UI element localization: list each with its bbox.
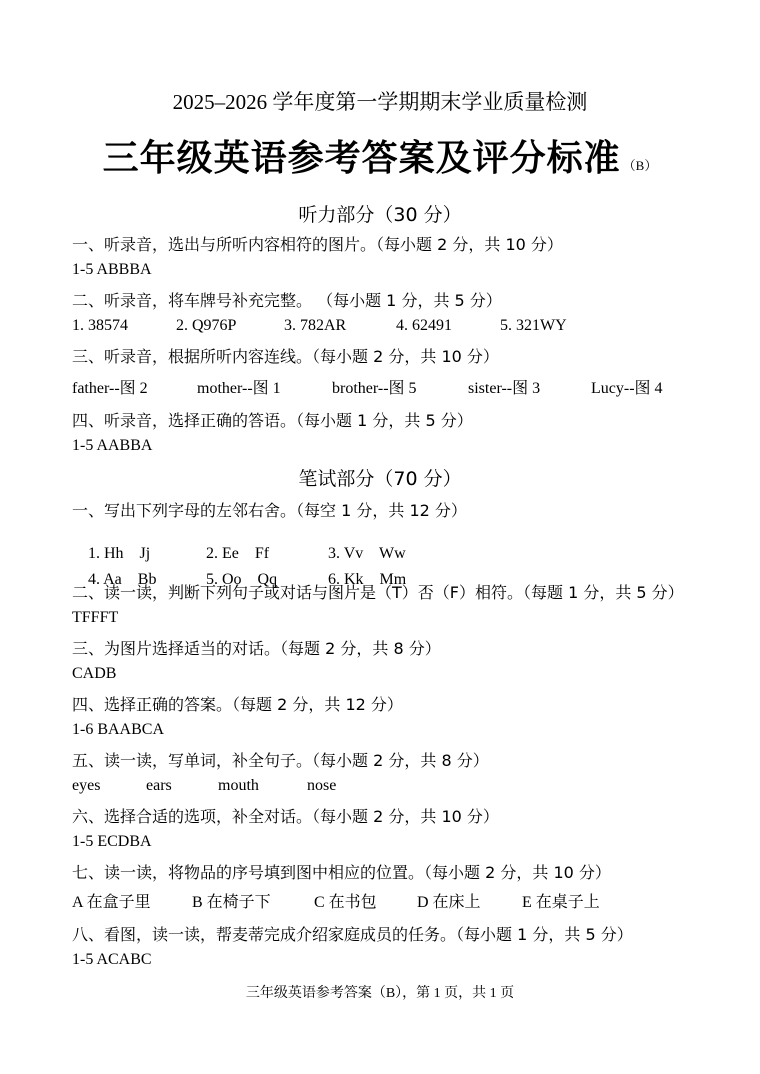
writing-q8-prompt: 八、看图，读一读，帮麦蒂完成介绍家庭成员的任务。（每小题 1 分，共 5 分） — [72, 925, 633, 944]
writing-q2-answer: TFFFT — [72, 609, 119, 626]
listening-q3-answers — [72, 375, 663, 398]
answer-item: 5. Oo Qq — [206, 571, 278, 588]
listening-q4-answer: 1-5 AABBA — [72, 437, 153, 454]
answer-item: 1. 38574 — [72, 317, 128, 334]
writing-heading: 笔试部分（70 分） — [298, 468, 462, 490]
writing-q5-prompt: 五、读一读，写单词，补全句子。（每小题 2 分，共 8 分） — [72, 751, 489, 770]
writing-q8-answer: 1-5 ACABC — [72, 951, 152, 968]
answer-item: father--图 2 — [72, 380, 148, 397]
answer-item: eyes — [72, 777, 101, 794]
writing-q6-prompt: 六、选择合适的选项，补全对话。（每小题 2 分，共 10 分） — [72, 807, 499, 826]
answer-item: mouth — [218, 777, 259, 794]
writing-q3-answer: CADB — [72, 665, 117, 682]
exam-subtitle: 2025–2026 学年度第一学期期末学业质量检测 — [172, 90, 588, 114]
writing-q5-answers — [72, 777, 336, 795]
answer-item: 1. Hh Jj — [88, 545, 151, 562]
answer-item: 5. 321WY — [500, 317, 567, 334]
listening-q1-prompt: 一、听录音，选出与所听内容相符的图片。（每小题 2 分，共 10 分） — [72, 235, 563, 254]
title-text: 三年级英语参考答案及评分标准 — [102, 138, 621, 178]
answer-item: 6. Kk Mm — [328, 571, 407, 588]
answer-item: mother--图 1 — [197, 380, 281, 397]
answer-item: 2. Q976P — [176, 317, 237, 334]
answer-item: ears — [146, 777, 172, 794]
answer-item: 4. Aa Bb — [88, 571, 157, 588]
answer-item: 2. Ee Ff — [206, 545, 270, 562]
listening-q4-prompt: 四、听录音，选择正确的答语。（每小题 1 分，共 5 分） — [72, 411, 473, 430]
answer-item: sister--图 3 — [468, 380, 541, 397]
answer-item: nose — [307, 777, 337, 794]
answer-item: 3. 782AR — [284, 317, 347, 334]
title-version: （B） — [622, 158, 658, 173]
answer-item: Lucy--图 4 — [591, 380, 663, 397]
writing-q4-answer: 1-6 BAABCA — [72, 721, 165, 738]
listening-q2-answers — [72, 317, 567, 335]
writing-q7-answers — [72, 889, 600, 912]
listening-heading: 听力部分（30 分） — [298, 204, 462, 226]
answer-item: A 在盒子里 — [72, 894, 151, 911]
answer-item: D 在床上 — [417, 894, 481, 911]
writing-q2-prompt: 二、读一读，判断下列句子或对话与图片是（T）否（F）相符。（每题 1 分，共 5 分） — [72, 583, 684, 602]
writing-q3-prompt: 三、为图片选择适当的对话。（每题 2 分，共 8 分） — [72, 639, 441, 658]
answer-item: C 在书包 — [314, 894, 377, 911]
writing-q1-prompt: 一、写出下列字母的左邻右舍。（每空 1 分，共 12 分） — [72, 501, 467, 520]
writing-q6-answer: 1-5 ECDBA — [72, 833, 152, 850]
answer-item: B 在椅子下 — [192, 894, 271, 911]
listening-q3-prompt: 三、听录音，根据所听内容连线。（每小题 2 分，共 10 分） — [72, 347, 499, 366]
answer-item: brother--图 5 — [332, 380, 417, 397]
writing-q4-prompt: 四、选择正确的答案。（每题 2 分，共 12 分） — [72, 695, 403, 714]
page-footer: 三年级英语参考答案（B），第 1 页，共 1 页 — [245, 986, 515, 1001]
listening-q2-prompt: 二、听录音，将车牌号补充完整。 （每小题 1 分，共 5 分） — [72, 291, 502, 310]
answer-item: 4. 62491 — [396, 317, 452, 334]
writing-q7-prompt: 七、读一读，将物品的序号填到图中相应的位置。（每小题 2 分，共 10 分） — [72, 863, 611, 882]
page-title — [0, 130, 760, 181]
answer-item: E 在桌子上 — [522, 894, 600, 911]
answer-item: 3. Vv Ww — [328, 545, 406, 562]
listening-q1-answer: 1-5 ABBBA — [72, 261, 152, 278]
